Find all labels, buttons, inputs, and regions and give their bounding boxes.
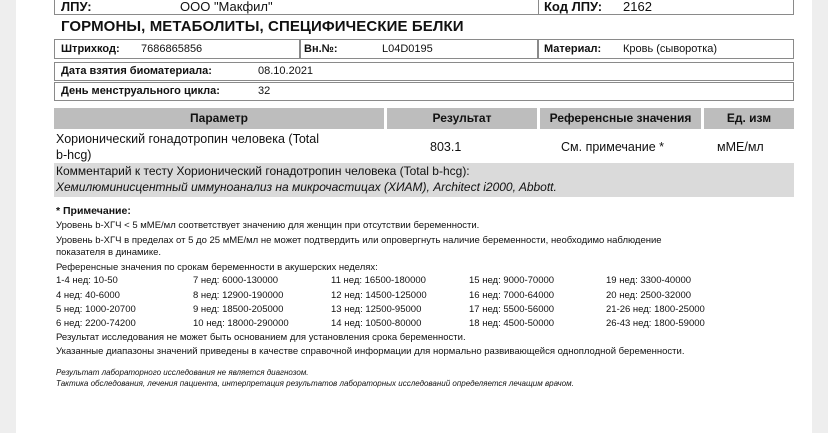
test-comment bbox=[54, 163, 794, 197]
header-result: Результат bbox=[387, 108, 537, 129]
footer-disclaimer-1: Результат лабораторного исследования не является диагнозом. bbox=[56, 368, 309, 377]
cycle-value: 32 bbox=[258, 85, 271, 97]
week-cell: 4 нед: 40-6000 bbox=[56, 290, 120, 301]
note-line6: Указанные диапазоны значений приведены в качестве справочной информации для нормально развивающейся одноплодной беременности. bbox=[56, 346, 685, 357]
barcode-value: 7686865856 bbox=[141, 43, 203, 55]
week-cell: 18 нед: 4500-50000 bbox=[469, 318, 555, 329]
comment-method: Хемилюминисцентный иммуноанализ на микрочастицах (ХИАМ), Architect i2000, Abbott. bbox=[56, 180, 557, 194]
lpu-code-value: 2162 bbox=[623, 0, 652, 14]
week-cell: 16 нед: 7000-64000 bbox=[469, 290, 555, 301]
week-cell: 9 нед: 18500-205000 bbox=[193, 304, 284, 315]
param-name-line2: b-hcg) bbox=[56, 148, 92, 162]
date-value: 08.10.2021 bbox=[258, 65, 314, 77]
section-title: ГОРМОНЫ, МЕТАБОЛИТЫ, СПЕЦИФИЧЕСКИЕ БЕЛКИ bbox=[61, 18, 464, 35]
header-parameter: Параметр bbox=[54, 108, 384, 129]
vn-value: L04D0195 bbox=[382, 43, 433, 55]
note-line5: Результат исследования не может быть основанием для установления срока беременности. bbox=[56, 332, 466, 343]
week-cell: 19 нед: 3300-40000 bbox=[606, 275, 692, 286]
unit-value: мМЕ/мл bbox=[717, 140, 764, 154]
note-line2: Уровень b-ХГЧ в пределах от 5 до 25 мМЕ/мл не может подтвердить или опровергнуть наличие беременности, необходимо наблюдение bbox=[56, 235, 662, 246]
lpu-box bbox=[54, 0, 544, 15]
lpu-value: ООО "Макфил" bbox=[180, 0, 273, 14]
lab-report-sheet bbox=[16, 0, 812, 433]
cycle-label: День менструального цикла: bbox=[61, 85, 220, 97]
material-label: Материал: bbox=[544, 43, 602, 55]
footer-disclaimer-2: Тактика обследования, лечения пациента, интерпретация результатов лабораторных исследований определяется лечащим врачом. bbox=[56, 379, 574, 388]
week-cell: 14 нед: 10500-80000 bbox=[331, 318, 422, 329]
result-value: 803.1 bbox=[430, 140, 462, 154]
vn-label: Вн.№: bbox=[304, 43, 338, 55]
week-cell: 7 нед: 6000-130000 bbox=[193, 275, 279, 286]
week-cell: 13 нед: 12500-95000 bbox=[331, 304, 422, 315]
week-cell: 15 нед: 9000-70000 bbox=[469, 275, 555, 286]
week-cell: 6 нед: 2200-74200 bbox=[56, 318, 136, 329]
date-label: Дата взятия биоматериала: bbox=[61, 65, 212, 77]
lpu-code-label: Код ЛПУ: bbox=[544, 0, 603, 14]
week-cell: 20 нед: 2500-32000 bbox=[606, 290, 692, 301]
week-cell: 11 нед: 16500-180000 bbox=[331, 275, 426, 286]
lpu-label: ЛПУ: bbox=[61, 0, 92, 14]
week-cell: 5 нед: 1000-20700 bbox=[56, 304, 136, 315]
note-title: * Примечание: bbox=[56, 205, 131, 217]
material-value: Кровь (сыворотка) bbox=[623, 43, 718, 55]
week-cell: 26-43 нед: 1800-59000 bbox=[606, 318, 705, 329]
comment-title: Комментарий к тесту Хорионический гонадотропин человека (Total b-hcg): bbox=[56, 164, 470, 178]
note-line1: Уровень b-ХГЧ < 5 мМЕ/мл соответствует значению для женщин при отсутствии беременности. bbox=[56, 220, 480, 231]
week-cell: 17 нед: 5500-56000 bbox=[469, 304, 555, 315]
header-unit: Ед. изм bbox=[704, 108, 794, 129]
week-cell: 10 нед: 18000-290000 bbox=[193, 318, 289, 329]
barcode-label: Штрихкод: bbox=[61, 43, 120, 55]
param-name-line1: Хорионический гонадотропин человека (Total bbox=[56, 132, 319, 146]
reference-value: См. примечание * bbox=[561, 140, 665, 154]
week-cell: 8 нед: 12900-190000 bbox=[193, 290, 284, 301]
note-line3: показателя в динамике. bbox=[56, 247, 162, 258]
week-cell: 12 нед: 14500-125000 bbox=[331, 290, 427, 301]
note-line4: Референсные значения по срокам беременности в акушерских неделях: bbox=[56, 262, 378, 273]
week-cell: 1-4 нед: 10-50 bbox=[56, 275, 118, 286]
header-reference: Референсные значения bbox=[540, 108, 701, 129]
week-cell: 21-26 нед: 1800-25000 bbox=[606, 304, 705, 315]
